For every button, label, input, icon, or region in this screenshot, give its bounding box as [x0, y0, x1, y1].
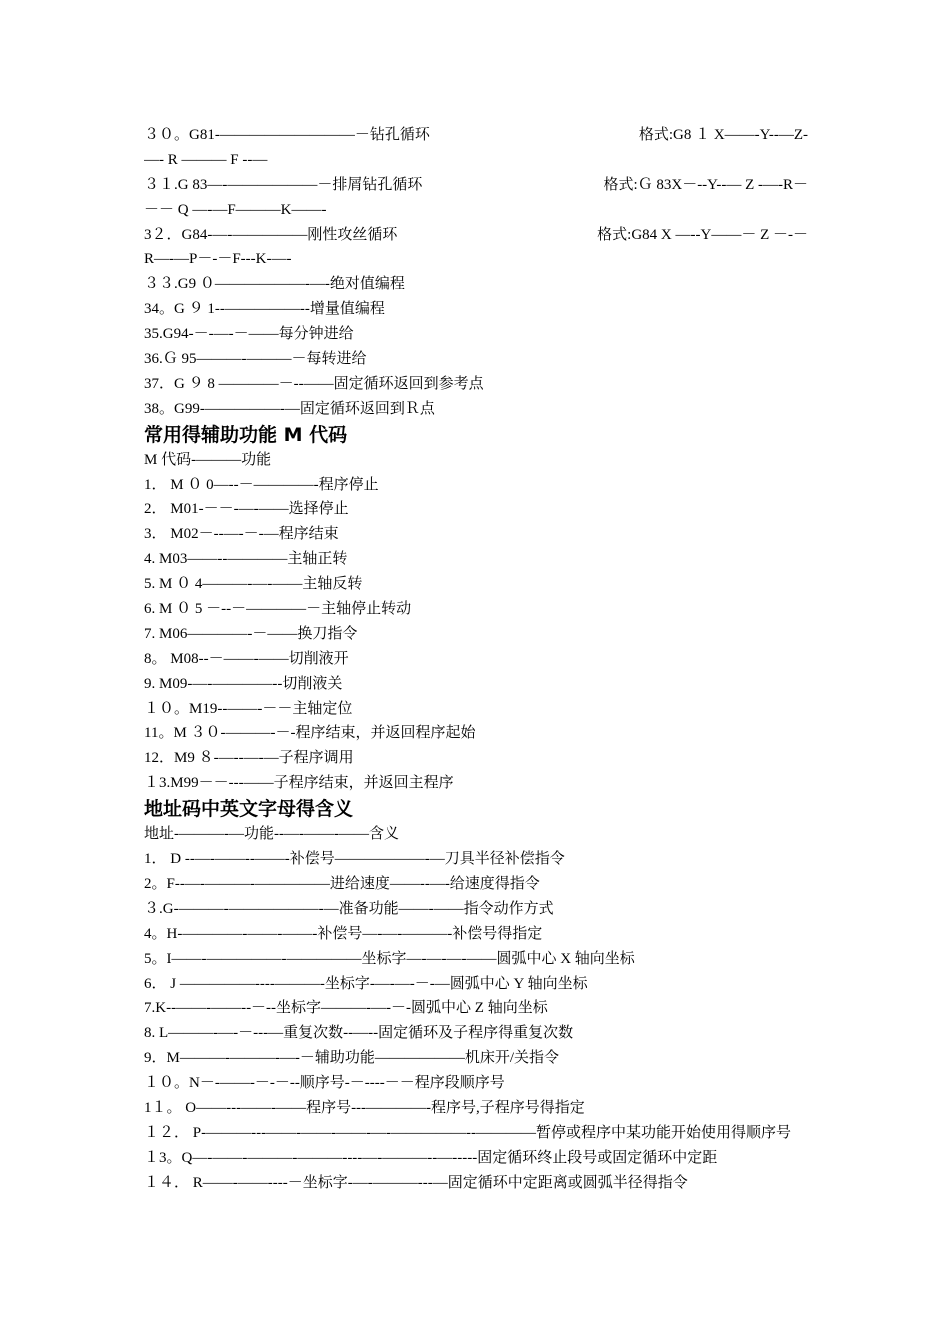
address-line: 4。H-————-——-——-补偿号—-—-———-补偿号得指定: [144, 925, 543, 942]
m-code-table-header: M 代码-———功能: [144, 451, 272, 468]
address-line: 2。F--—-———-—————进给速度——--—-给速度得指令: [144, 875, 540, 892]
m-code-line: 1． M ０ 0—--－————-程序停止: [144, 476, 379, 493]
g-code-line: 36.Ｇ 95———-———－每转进给: [144, 351, 367, 368]
g83-format: 格式:Ｇ 83X－--Y--— Z -—-R－: [603, 176, 808, 193]
g83-line: [144, 173, 808, 198]
m-code-line: 5. M ０ 4———-—-——主轴反转: [144, 576, 363, 593]
g81-continuation: —- R ——— F --—: [144, 151, 268, 168]
g81-line: [144, 123, 808, 148]
m-code-line: 3． M02－--—-－-—程序结束: [144, 526, 339, 543]
g84-format: 格式:G84 X —--Y——－ Z －-－: [597, 226, 808, 243]
g84-continuation: R—-—P－-－F---K-—-: [144, 251, 292, 268]
address-line: 7.K--——-——--－--坐标字———-—-－-圆弧中心 Z 轴向坐标: [144, 1000, 548, 1017]
address-line: 1． D --—-——--——-补偿号——————-—刀具半径补偿指令: [144, 851, 565, 868]
address-line: 9．M———-———-—-－辅助功能——————机床开/关指令: [144, 1050, 559, 1067]
address-line: 1１。 O——---——-——程序号---————-程序号,子程序号得指定: [144, 1099, 585, 1116]
m-code-line: 9. M09-—-————--切削液关: [144, 675, 343, 692]
m-code-line: １3.M99－－---——子程序结束，并返回主程序: [144, 775, 454, 792]
document-page: [144, 123, 808, 1196]
g81-code: ３０。G81-—————————－钻孔循环: [144, 127, 430, 143]
m-code-line: 4. M03——--————主轴正转: [144, 551, 348, 568]
address-line-p: １２． P-———---——-——-——-—-—————--————暂停或程序中某功能开始使用得顺序号: [144, 1124, 792, 1141]
address-line: 6． J —————----———-坐标字-—-—-－-—圆弧中心 Y 轴向坐标: [144, 975, 588, 992]
address-code-heading: 地址码中英文字母得含义: [144, 798, 354, 821]
g83-code: ３１.G 83—-——————－排屑钻孔循环: [144, 176, 423, 193]
m-code-line: 6. M ０ 5 －--－————－主轴停止转动: [144, 601, 412, 618]
g83-continuation: －－ Q —-—F———K——-: [144, 201, 327, 218]
address-line: １４． R——-——----－坐标字-—-———---—固定循环中定距离或圆弧半径得指令: [144, 1174, 688, 1191]
m-code-heading: 常用得辅助功能 M 代码: [144, 423, 348, 446]
address-line: 5。I——-—————-—————坐标字—-—-—-——圆弧中心 X 轴向坐标: [144, 950, 635, 967]
m-code-line: 11。M ３０-———-－-程序结束，并返回程序起始: [144, 725, 476, 742]
g84-code: 3２．G84-—-—————刚性攻丝循环: [144, 226, 398, 243]
address-table-header: 地址-———-—功能--—-——-——含义: [144, 826, 399, 843]
m-code-line: 12．M9 ８-—--—-—子程序调用: [144, 750, 354, 767]
address-line: ３.G-———-——————-—准备功能——-——指令动作方式: [144, 900, 554, 917]
m-code-line: １０。M19--——-－－主轴定位: [144, 700, 353, 717]
m-code-line: 7. M06————-－——换刀指令: [144, 625, 358, 642]
g-code-line: ３３.G9 ０——————-—-绝对值编程: [144, 276, 405, 293]
m-code-line: 8。 M08--－——-——切削液开: [144, 650, 349, 667]
g81-format: 格式:G8 １ X——-Y--—Z-: [638, 127, 808, 143]
address-line: 8. L———-—-－---—重复次数--—--固定循环及子程序得重复次数: [144, 1025, 574, 1042]
g84-line: [144, 223, 808, 248]
address-line: １3。Q—-——-———-———----—-———--—-----固定循环终止段号或固定循环中定距: [144, 1149, 718, 1166]
address-line: １０。N－-——-－-－--顺序号-－----－－程序段顺序号: [144, 1075, 505, 1092]
g-code-line: 38。G99-—————-—固定循环返回到Ｒ点: [144, 400, 435, 417]
g-code-line: 37．G ９ 8 ————－--——固定循环返回到参考点: [144, 375, 484, 392]
g-code-line: 35.G94-－-—-－——每分钟进给: [144, 326, 354, 343]
m-code-line: 2． M01-－－-—-——选择停止: [144, 501, 349, 518]
g-code-line: 34。G ９ 1--—————--增量值编程: [144, 301, 385, 318]
